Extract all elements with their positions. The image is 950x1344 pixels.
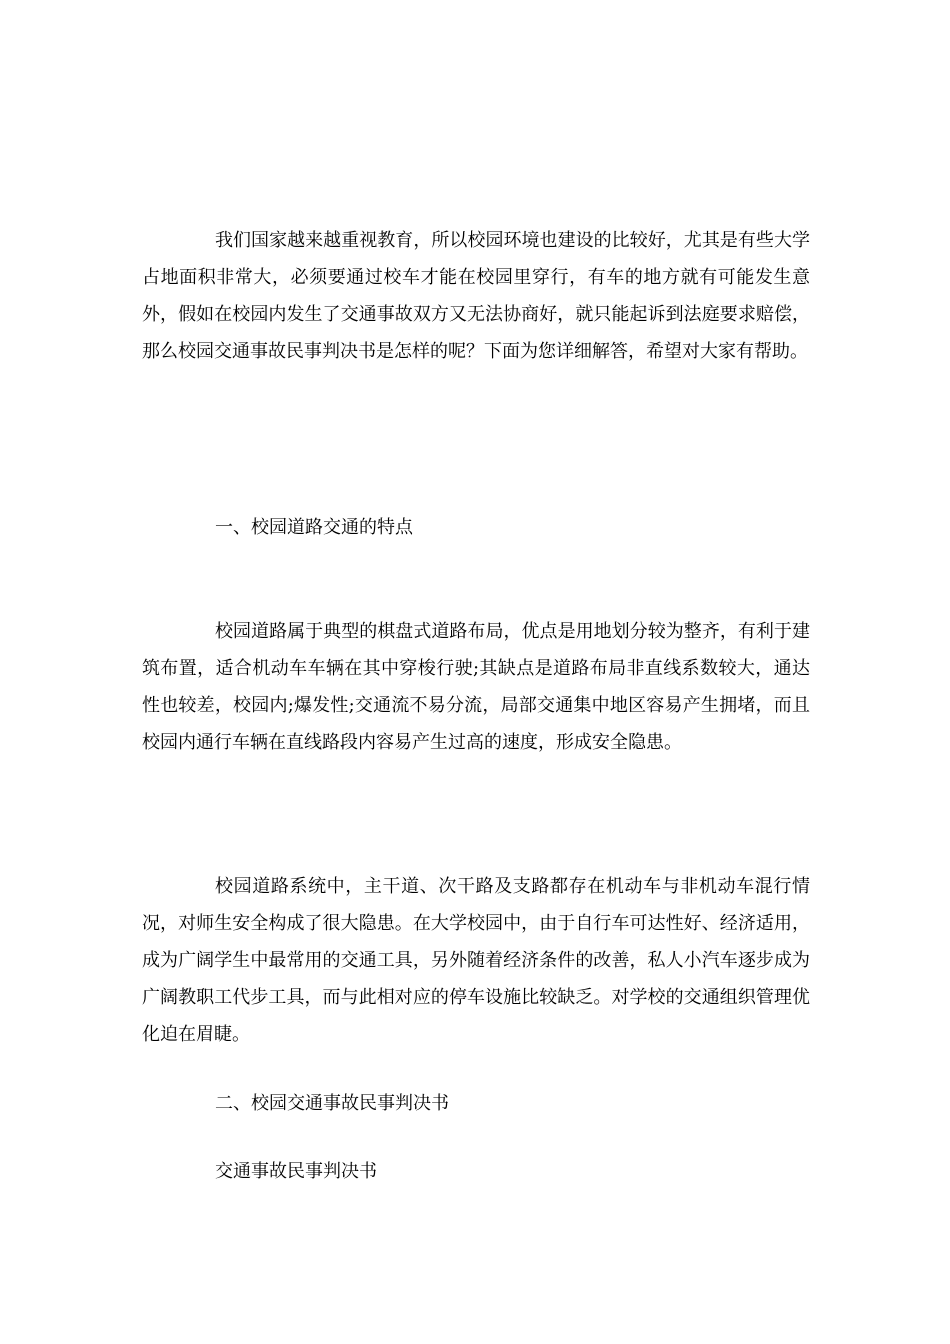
subheading-traffic-accident-judgment: 交通事故民事判决书 — [215, 1161, 377, 1182]
mixed-traffic-paragraph: 校园道路系统中，主干道、次干路及支路都存在机动车与非机动车混行情况，对师生安全构成了很大隐患。在大学校园中，由于自行车可达性好、经济适用，成为广阔学生中最常用的交通工具，另外随着经济条件的改善，私人小汽车逐步成为广阔教职工代步工具，而与此相对应的停车设施比较缺乏。对学校的交通组织管理优化迫在眉睫。 — [142, 876, 810, 1045]
road-layout-paragraph: 校园道路属于典型的棋盘式道路布局，优点是用地划分较为整齐，有利于建筑布置，适合机动车车辆在其中穿梭行驶;其缺点是道路布局非直线系数较大，通达性也较差，校园内;爆发性;交通流不易分流，局部交通集中地区容易产生拥堵，而且校园内通行车辆在直线路段内容易产生过高的速度，形成安全隐患。 — [142, 621, 810, 753]
section-heading-civil-judgment: 二、校园交通事故民事判决书 — [215, 1093, 449, 1114]
intro-paragraph: 我们国家越来越重视教育，所以校园环境也建设的比较好，尤其是有些大学占地面积非常大，必须要通过校车才能在校园里穿行，有车的地方就有可能发生意外，假如在校园内发生了交通事故双方又无法协商好，就只能起诉到法庭要求赔偿，那么校园交通事故民事判决书是怎样的呢？下面为您详细解答，希望对大家有帮助。 — [142, 230, 810, 362]
section-heading-traffic-characteristics: 一、校园道路交通的特点 — [215, 517, 413, 538]
